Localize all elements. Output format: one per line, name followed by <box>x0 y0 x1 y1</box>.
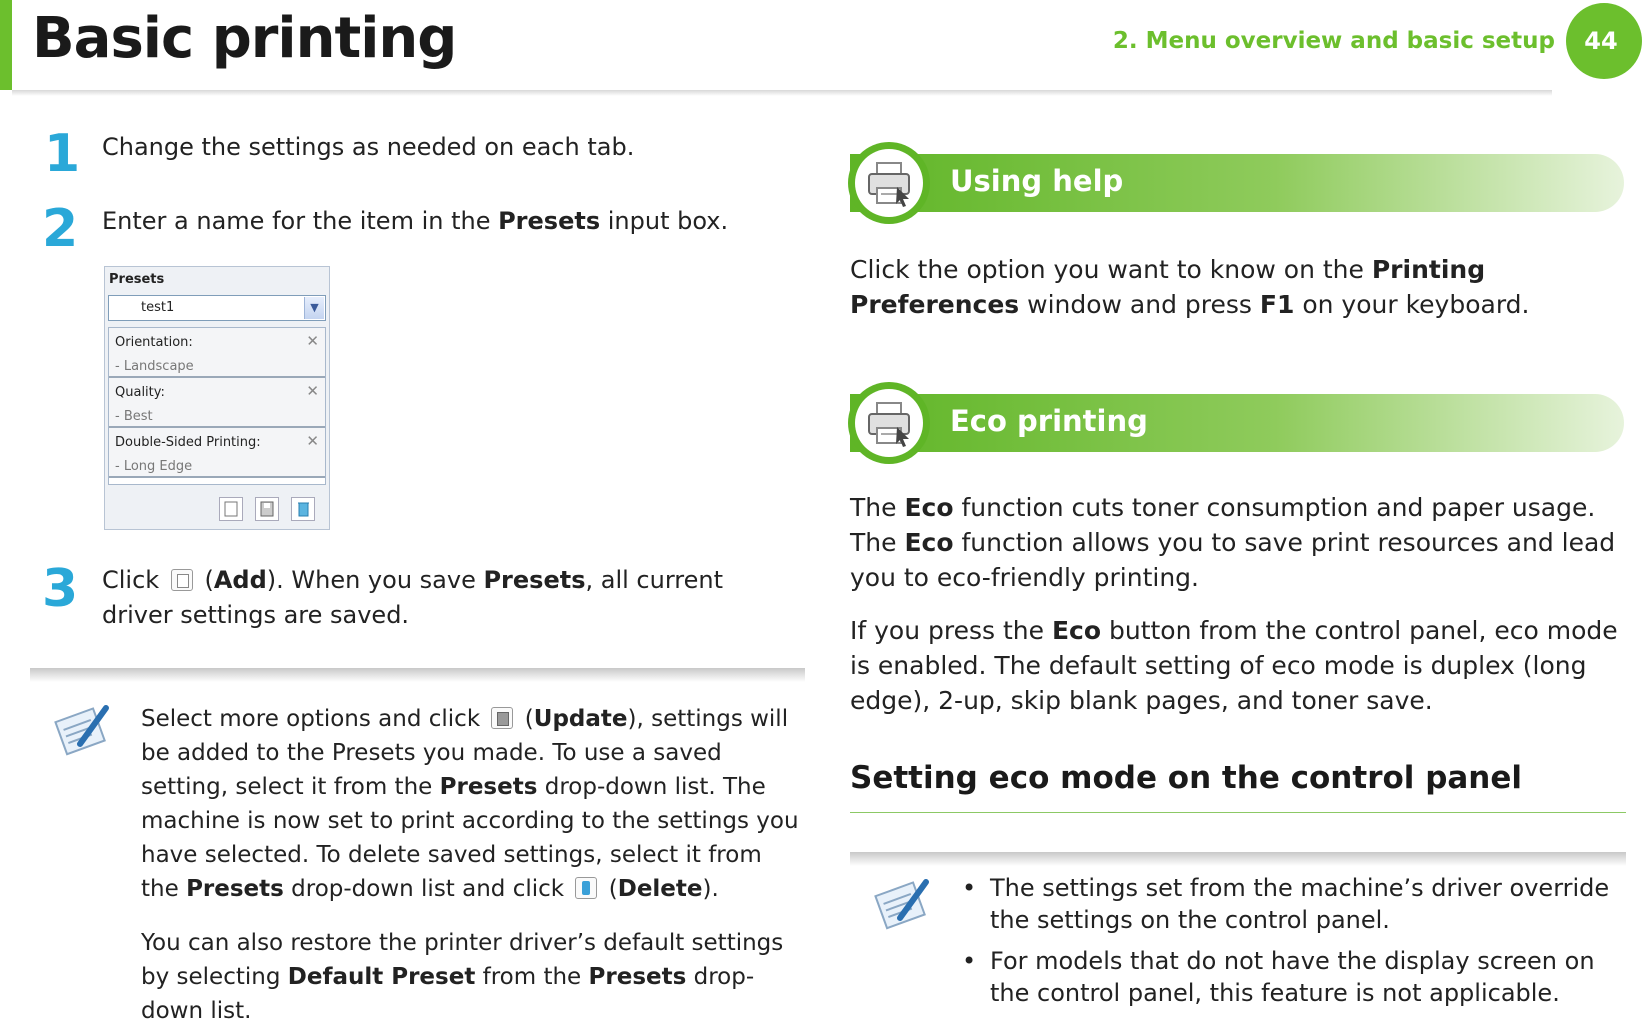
printer-icon <box>863 397 915 449</box>
page-number: 44 <box>1584 27 1618 55</box>
close-icon[interactable]: ✕ <box>306 382 319 400</box>
step-number-1: 1 <box>44 124 81 184</box>
note-divider <box>850 852 1626 866</box>
step-text-2: Enter a name for the item in the Presets input box. <box>102 207 729 235</box>
step-number-2: 2 <box>42 199 79 259</box>
presets-dropdown[interactable] <box>108 295 326 321</box>
chapter-title: 2. Menu overview and basic setup <box>1112 28 1555 54</box>
note-divider <box>30 668 805 682</box>
header-divider <box>12 90 1552 96</box>
section-title-using-help: Using help <box>950 164 1124 198</box>
page-title: Basic printing <box>32 6 457 71</box>
presets-dialog <box>104 266 330 530</box>
close-icon[interactable]: ✕ <box>306 332 319 350</box>
chevron-down-icon[interactable]: ▼ <box>304 297 324 319</box>
trash-icon <box>575 877 597 899</box>
note-icon <box>870 874 932 936</box>
page-number-badge <box>1566 3 1642 79</box>
step-number-3: 3 <box>42 559 79 619</box>
note-text-update: Select more options and click (Update), settings will be added to the Presets you made. To use a saved setting, select it from the Presets drop-down list. The machine is now set to print according to the settings you have selected. To delete saved settings, select it from the Presets drop-down list and click (Delete). <box>141 706 799 902</box>
header-accent-bar <box>0 0 12 90</box>
printer-icon <box>863 157 915 209</box>
add-preset-button[interactable] <box>219 497 243 521</box>
presets-selected-value: test1 <box>141 300 175 315</box>
eco-notes-list <box>962 872 1622 1018</box>
list-item: Quality: - Best ✕ <box>109 378 325 428</box>
list-item: • The settings set from the machine’s driver override the settings on the control panel. <box>962 872 1622 936</box>
add-icon <box>171 569 193 591</box>
eco-button-text: If you press the Eco button from the control panel, eco mode is enabled. The default setting of eco mode is duplex (long edge), 2-up, skip blank pages, and toner save. <box>850 616 1618 715</box>
list-item: • For models that do not have the display screen on the control panel, this feature is not applicable. <box>962 945 1622 1009</box>
section-title-eco-printing: Eco printing <box>950 404 1148 438</box>
note-text-default: You can also restore the printer driver’s default settings by selecting Default Preset from the Presets drop-down list. <box>141 930 784 1024</box>
subsection-divider <box>850 812 1626 813</box>
add-icon <box>220 498 242 520</box>
presets-label: Presets <box>109 272 165 287</box>
update-preset-button[interactable] <box>255 497 279 521</box>
save-icon <box>491 707 513 729</box>
eco-intro-text: The Eco function cuts toner consumption and paper usage. The Eco function allows you to save print resources and lead you to eco-friendly printing. <box>850 493 1616 592</box>
list-item: Double-Sided Printing: - Long Edge ✕ <box>109 428 325 478</box>
close-icon[interactable]: ✕ <box>306 432 319 450</box>
step-text-1: Change the settings as needed on each tab. <box>102 133 635 161</box>
trash-icon <box>292 498 314 520</box>
list-item: Orientation: - Landscape ✕ <box>109 328 325 378</box>
section-icon-circle <box>848 382 930 464</box>
subsection-title: Setting eco mode on the control panel <box>850 760 1523 796</box>
section-icon-circle <box>848 142 930 224</box>
step-text-3: Click (Add). When you save Presets, all current driver settings are saved. <box>102 566 724 629</box>
save-icon <box>256 498 278 520</box>
note-icon <box>50 700 112 762</box>
delete-preset-button[interactable] <box>291 497 315 521</box>
using-help-text: Click the option you want to know on the Printing Preferences window and press F1 on your keyboard. <box>850 255 1530 319</box>
presets-settings-list <box>108 327 326 485</box>
